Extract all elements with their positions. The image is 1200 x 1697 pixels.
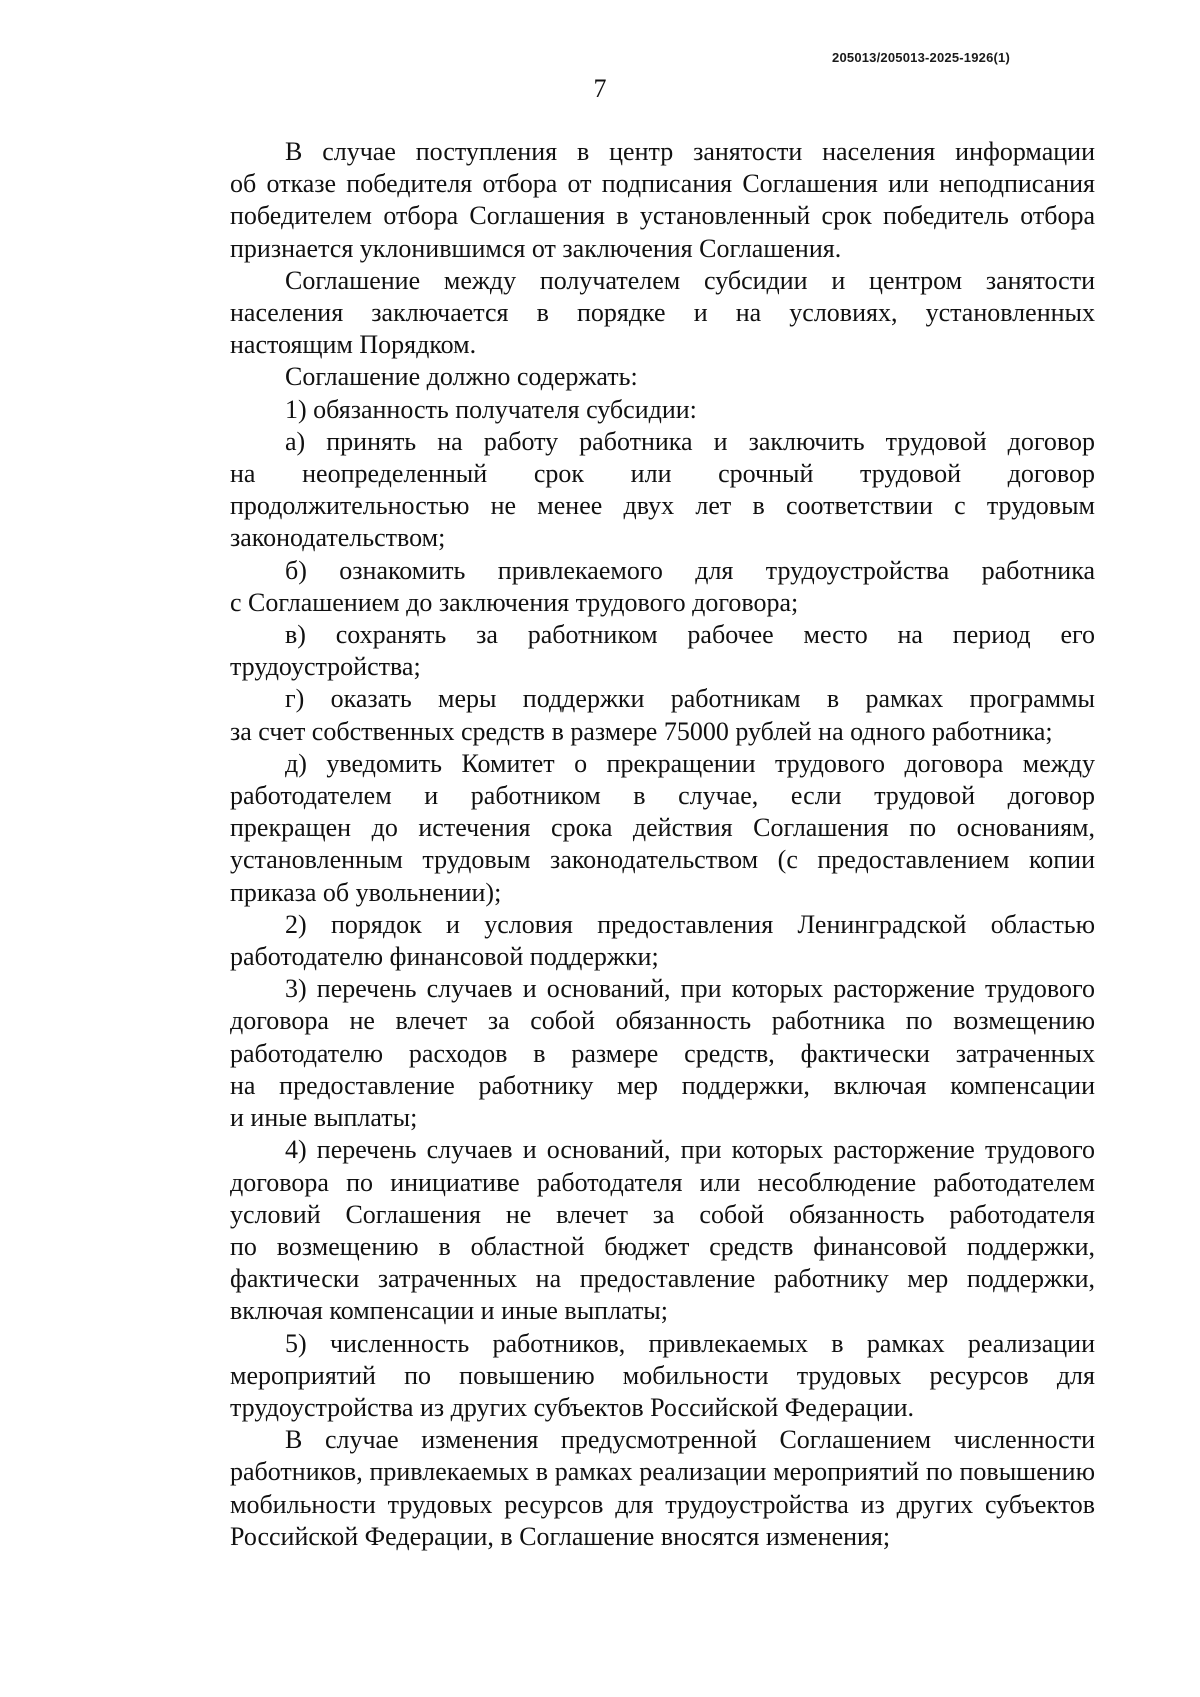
text-line: Соглашение должно содержать: xyxy=(285,362,638,392)
text-line: прекращен до истечения срока действия Соглашения по основаниям, xyxy=(230,813,1095,843)
text-line: д) уведомить Комитет о прекращении трудового договора между xyxy=(285,748,1095,778)
document-id: 205013/205013-2025-1926(1) xyxy=(832,50,1010,65)
text-line: в) сохранять за работником рабочее место на период его xyxy=(285,620,1095,650)
text-line: 2) порядок и условия предоставления Ленинградской областью xyxy=(285,909,1095,939)
text-line: за счет собственных средств в размере 75000 рублей на одного работника; xyxy=(230,716,1053,746)
text-line: а) принять на работу работника и заключить трудовой договор xyxy=(285,426,1095,456)
paragraph xyxy=(175,394,1095,426)
text-line: мобильности трудовых ресурсов для трудоустройства из других субъектов xyxy=(230,1489,1095,1519)
text-line: 4) перечень случаев и оснований, при которых расторжение трудового xyxy=(285,1135,1095,1165)
text-line: трудоустройства; xyxy=(230,652,421,682)
text-line: по возмещению в областной бюджет средств финансовой поддержки, xyxy=(230,1231,1095,1261)
paragraph xyxy=(175,361,1095,393)
text-line: и иные выплаты; xyxy=(230,1103,418,1133)
text-line: В случае изменения предусмотренной Соглашением численности xyxy=(285,1425,1095,1455)
text-line: В случае поступления в центр занятости населения информации xyxy=(285,137,1095,166)
text-line: 5) численность работников, привлекаемых в рамках реализации xyxy=(285,1328,1095,1358)
text-line: работников, привлекаемых в рамках реализации мероприятий по повышению xyxy=(230,1457,1095,1487)
document-body xyxy=(175,136,1095,1553)
text-line: г) оказать меры поддержки работникам в рамках программы xyxy=(285,684,1095,714)
text-line: настоящим Порядком. xyxy=(230,330,477,360)
text-line: признается уклонившимся от заключения Соглашения. xyxy=(230,233,842,263)
text-line: 3) перечень случаев и оснований, при которых расторжение трудового xyxy=(285,974,1095,1004)
text-line: включая компенсации и иные выплаты; xyxy=(230,1296,668,1326)
paragraph xyxy=(175,136,1095,265)
text-line: Российской Федерации, в Соглашение вносятся изменения; xyxy=(230,1521,891,1551)
text-line: 1) обязанность получателя субсидии: xyxy=(285,394,697,424)
text-line: работодателем и работником в случае, если трудовой договор xyxy=(230,781,1095,811)
paragraph xyxy=(175,1328,1095,1425)
text-line: населения заключается в порядке и на условиях, установленных xyxy=(230,298,1095,328)
text-line: об отказе победителя отбора от подписания Соглашения или неподписания xyxy=(230,169,1095,199)
text-line: победителем отбора Соглашения в установленный срок победитель отбора xyxy=(230,201,1095,231)
text-line: договора не влечет за собой обязанность работника по возмещению xyxy=(230,1006,1095,1036)
text-line: на неопределенный срок или срочный трудовой договор xyxy=(230,459,1095,489)
text-line: условий Соглашения не влечет за собой обязанность работодателя xyxy=(230,1199,1095,1229)
paragraph xyxy=(175,1424,1095,1553)
text-line: работодателю расходов в размере средств, фактически затраченных xyxy=(230,1038,1095,1068)
paragraph xyxy=(175,683,1095,747)
text-line: продолжительностью не менее двух лет в соответствии с трудовым xyxy=(230,491,1095,521)
paragraph xyxy=(175,909,1095,973)
text-line: б) ознакомить привлекаемого для трудоустройства работника xyxy=(285,555,1095,585)
paragraph xyxy=(175,426,1095,555)
text-line: работодателю финансовой поддержки; xyxy=(230,942,659,972)
text-line: приказа об увольнении); xyxy=(230,877,502,907)
paragraph xyxy=(175,1134,1095,1327)
paragraph xyxy=(175,973,1095,1134)
text-line: законодательством; xyxy=(230,523,446,553)
page-number: 7 xyxy=(593,74,607,103)
text-line: с Соглашением до заключения трудового договора; xyxy=(230,587,799,617)
paragraph xyxy=(175,748,1095,909)
text-line: трудоустройства из других субъектов Российской Федерации. xyxy=(230,1392,915,1422)
text-line: мероприятий по повышению мобильности трудовых ресурсов для xyxy=(230,1360,1095,1390)
paragraph xyxy=(175,619,1095,683)
text-line: договора по инициативе работодателя или несоблюдение работодателем xyxy=(230,1167,1095,1197)
paragraph xyxy=(175,265,1095,362)
text-line: Соглашение между получателем субсидии и центром занятости xyxy=(285,265,1095,295)
text-line: на предоставление работнику мер поддержки, включая компенсации xyxy=(230,1070,1095,1100)
text-line: установленным трудовым законодательством (с предоставлением копии xyxy=(230,845,1095,875)
text-line: фактически затраченных на предоставление работнику мер поддержки, xyxy=(230,1264,1095,1294)
paragraph xyxy=(175,555,1095,619)
